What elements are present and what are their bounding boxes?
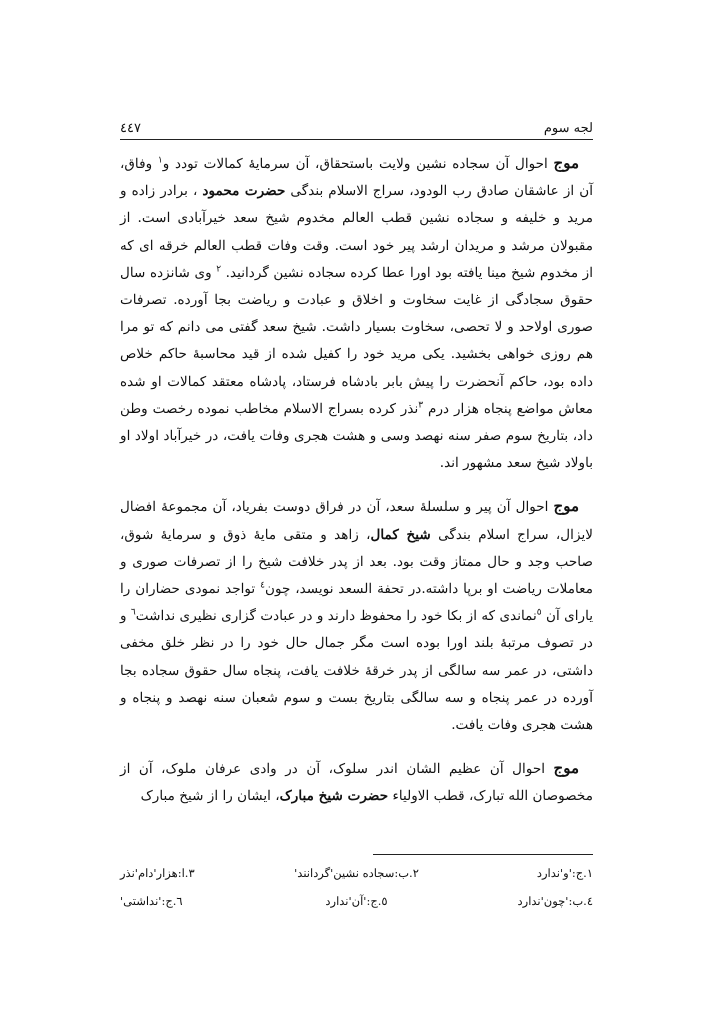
header-rule [120,139,593,140]
text-run: وفاق، آن از عاشقان صادق رب الودود، سراج الاسلام بندگی [120,156,593,200]
footnote-ref: ١ [157,155,163,166]
running-head: لجه سوم [543,121,593,136]
section-keyword: موج [553,154,580,172]
text-run: تواجد نمودی حضاران را یارای آن [120,581,594,625]
footnote-rule [373,854,593,855]
text-run: وی شانزده سال حقوق سجادگی از غایت سخاوت و اخلاق و عبادت و ریاضت بجا آورده. تصرفات صوری اولاحد و لا تحصی، سخاوت بسیار داشت. شیخ سعد گفتی می دانم که تو مرا هم روزی خواهی بخشید. یکی مرید خود را کفیل شده از قید محاسبهٔ حاکم خلاص داده بود، حاکم آنحضرت را پیش بابر بادشاه فرستاد، پادشاه معتقد کمالات او شده معاش مواضع پنجاه هزار درم [120,264,593,417]
footnote-ref: ٥ [536,607,542,618]
section-keyword: موج [553,759,579,778]
footnote: ٥.ج:'آن'ندارد [325,894,388,908]
text-run: احوال آن پیر و سلسلهٔ سعد، آن در فراق دوست بفریاد، آن مجموعهٔ افضال لایزال، سراج اسلام بندگی [120,499,593,543]
footnote-ref: ٤ [260,580,265,591]
footnote-ref: ٢ [216,264,222,275]
footnotes [120,866,593,908]
footnote: ٢.ب:سجاده نشین'گردانند' [294,866,419,880]
text-run: ، ایشان را از شیخ مبارک [140,788,280,805]
page-header [120,112,593,136]
paragraph [120,150,593,477]
footnote-ref: ٦ [130,607,136,618]
footnote: ١.ج:'و'ندارد [536,866,593,880]
person-name: حضرت محمود [202,183,286,200]
page-number: ٤٤٧ [120,121,141,136]
footnote: ٣.ا:هزار'دام'نذر [120,866,195,880]
paragraph [120,755,593,810]
person-name: شیخ کمال [370,526,431,543]
footnote: ٦.ج:'نداشتی' [120,894,183,908]
text-run: احوال آن عظیم الشان اندر سلوک، آن در وادی عرفان ملوک، آن از مخصوصان الله تبارک، قطب الاولیاء [120,761,593,805]
person-name: حضرت شیخ مبارک [279,788,389,805]
footnote: ٤.ب:'چون'ندارد [517,894,593,908]
text-run: ، برادر زاده و مرید و خلیفه و سجاده نشین قطب العالم مخدوم شیخ سعد خیرآبادی است. از مقبولان مرشد و مریدان ارشد پیر خود است. وقت وفات قطب العالم خرقه ای که از مخدوم شیخ مینا یافته بود اورا عطا کرده سجاده نشین گردانید. [120,183,594,281]
text-run: ، زاهد و متقی مایهٔ ذوق و سرمایهٔ شوق، صاحب وجد و حال ممتاز وقت بود. بعد از پدر خلافت شیخ را از تصرفات صوری و معاملات ریاضت او برپا داشته.در تحفة السعد نویسد، چون [120,526,593,598]
main-text [120,150,593,811]
text-run: نذر کرده بسراج الاسلام مخاطب نموده رخصت وطن داد، بتاریخ سوم صفر سنه نهصد وسی و هشت هجری وفات یافت، در خیرآباد اولاد او باولاد شیخ سعد مشهور اند. [120,400,593,472]
footnote-ref: ٣ [418,400,424,411]
text-run: نماندی که از بکا خود را محفوظ دارند و در عبادت گزاری نظیری نداشت [135,608,537,625]
section-keyword: موج [553,497,579,516]
text-run: احوال آن سجاده نشین ولایت باستحقاق، آن سرمایهٔ کمالات تودد و [162,156,554,172]
text-run: و در تصوف مرتبهٔ بلند اورا بوده است مگر جمال حال خود را در نظر خلق مخفی داشتی، در عمر سه سالگی از پدر خرقهٔ خلافت یافت، پنجاه سال حقوق سجاده بجا آورده در عمر پنجاه و سه سالگی بتاریخ بست و سوم شعبان سنه نهصد و پنجاه و هشت هجری وفات یافت. [120,608,593,734]
paragraph [120,493,593,739]
